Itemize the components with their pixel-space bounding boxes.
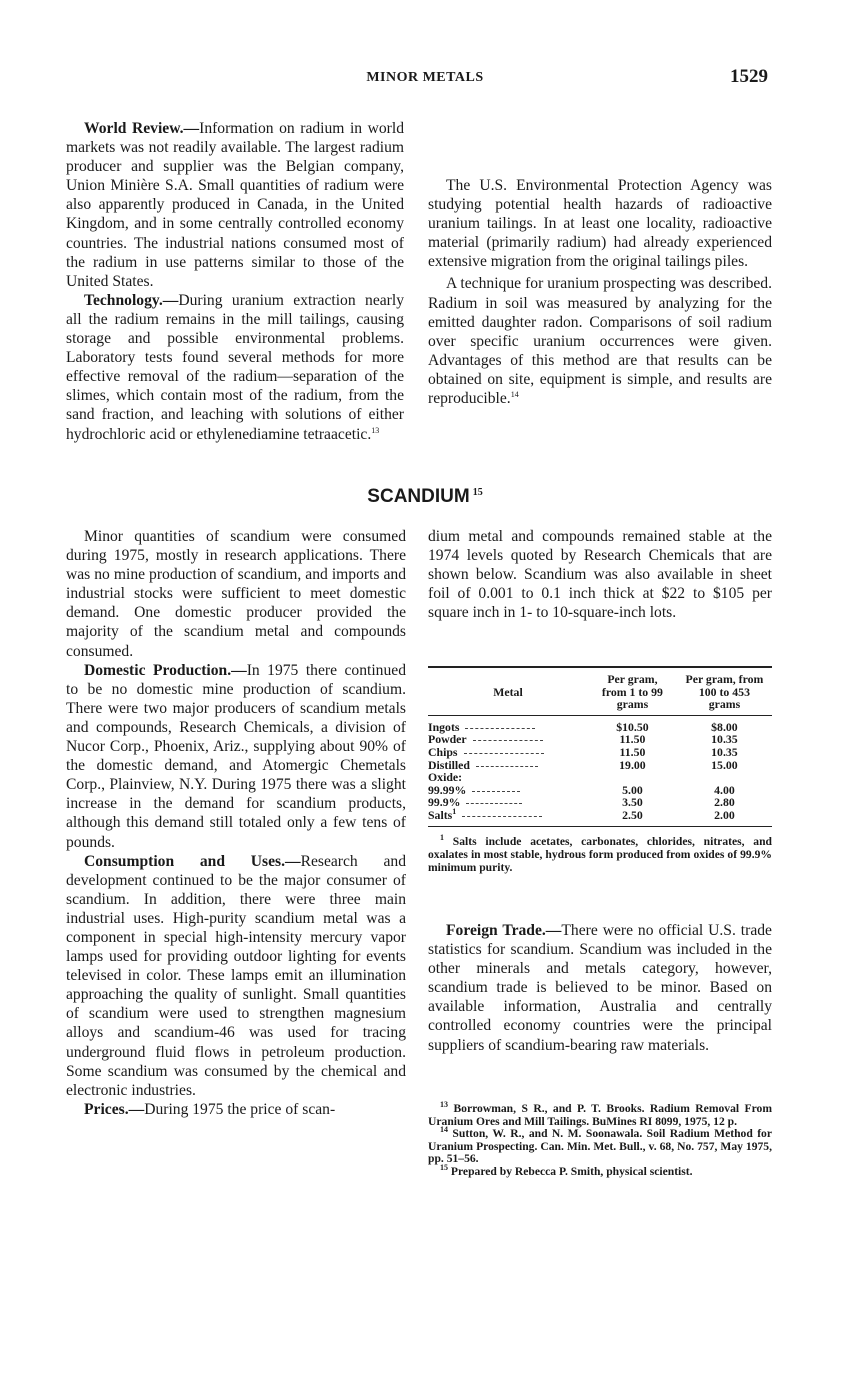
table-row [428, 809, 772, 826]
row-label: Salts$^1$ [428, 809, 588, 826]
footnote-ref-13: 13 [371, 425, 380, 435]
world-review-heading: World Review.— [84, 120, 200, 137]
scandium-price-table [428, 666, 772, 874]
technology-text: During uranium extraction nearly all the radium remains in the mill tailings, causing storage and possible environmental problems. Laboratory tests found several methods for more effective removal of the radium—separation of the slimes, which contain most of the radium, from the sand fraction, and leaching with solutions of either hydrochloric acid or ethylenediamine tetraacetic. [66, 291, 404, 443]
radium-right-column [428, 119, 772, 408]
domestic-production-text: In 1975 there continued to be no domestic mine production of scandium. There were two major producers of scandium metals and compounds, Research Chemicals, a division of Nucor Corp., Phoenix, Ariz., supplying about 90% of the domestic demand, and Atomergic Chemetals Corp., Plainview, N.Y. During 1975 there was a slight increase in the demand for scandium products, although this demand still totaled only a few tens of pounds. [66, 661, 406, 851]
row-label: Distilled [428, 759, 588, 772]
table-header-row [428, 667, 772, 715]
table-footnote-ref: 1 [440, 832, 444, 842]
scandium-intro: Minor quantities of scandium were consumed during 1975, mostly in research applications. There was no mine production of scandium, and imports and industrial stocks were sufficient to meet domestic demand. One domestic producer provided the majority of the scandium metal and compounds consumed. [66, 528, 406, 660]
row-value-large: 4.00 [714, 782, 735, 797]
table-header-metal: Metal [428, 667, 588, 715]
page-number: 1529 [730, 66, 768, 87]
prices-heading: Prices.— [84, 1100, 145, 1118]
row-label: 99.99% [428, 784, 588, 797]
row-value-large [677, 771, 772, 784]
row-value-small: 2.50 [622, 807, 643, 822]
foreign-trade-column [428, 921, 772, 1055]
row-label: Chips [428, 746, 588, 759]
running-title: MINOR METALS [366, 70, 484, 85]
row-value-large: $8.00 [711, 719, 738, 734]
row-value-small: 3.50 [622, 795, 643, 810]
row-value-small: $10.50 [616, 719, 649, 734]
row-value-small: 11.50 [619, 744, 646, 759]
footnote: $^{14}$ Sutton, W. R., and N. M. Soonawala. Soil Radium Method for Uranium Prospecting. Can. Min. Met. Bull., v. 68, No. 757, May 1975, pp. 51–56. [428, 1125, 772, 1166]
prices-text-part2: dium metal and compounds remained stable at the 1974 levels quoted by Research Chemicals that are shown below. Scandium was also available in sheet foil of 0.001 to 0.1 inch thick at $22 to $105 per square inch in 1- to 10-square-inch lots. [428, 528, 772, 622]
epa-paragraph [428, 176, 772, 271]
prices-text-part1: During 1975 the price of scan- [144, 1100, 336, 1118]
technology-paragraph [66, 291, 404, 444]
running-head [0, 66, 850, 90]
footnote: $^{13}$ Borrowman, S R., and P. T. Brooks. Radium Removal From Uranium Ores and Mill Tailings. BuMines RI 8099, 1975, 12 p. [428, 1100, 772, 1128]
consumption-heading: Consumption and Uses.— [84, 852, 301, 870]
technique-text: A technique for uranium prospecting was described. Radium in soil was measured by analyzing for the emitted daughter radon. Comparisons of soil radium over specific uranium occurrences were given. Advantages of this method are that results can be obtained on site, equipment is simple, and results are reproducible. [428, 275, 772, 408]
table-row [428, 771, 772, 784]
row-value-small: 19.00 [619, 757, 646, 772]
foreign-trade-heading: Foreign Trade.— [446, 922, 562, 939]
row-value-large: 15.00 [711, 757, 738, 772]
row-value-large: 2.80 [714, 795, 735, 810]
row-value-small: 11.50 [619, 732, 646, 747]
footnote-ref-14: 14 [510, 389, 519, 399]
technique-paragraph [428, 274, 772, 408]
row-label: Oxide: [428, 770, 463, 785]
foreign-trade-text: There were no official U.S. trade statistics for scandium. Scandium was included in the other minerals and metals category, however, scandium trade is believed to be minor. Based on available information, Australia and centrally controlled economy countries were the principal suppliers of scandium-bearing raw materials. [428, 922, 772, 1054]
domestic-production-paragraph [66, 661, 406, 852]
scandium-heading [0, 486, 850, 508]
price-table [428, 666, 772, 827]
prices-paragraph [66, 1100, 406, 1119]
radium-left-column [66, 119, 404, 444]
row-value-large: 2.00 [714, 807, 735, 822]
table-header-large-qty: Per gram, from 100 to 453 grams [677, 667, 772, 715]
scandium-left-column [66, 527, 406, 1119]
table-footnote-text: Salts include acetates, carbonates, chlorides, nitrates, and oxalates in most stable, hydrous form produced from oxides of 99.9% minimum purity. [428, 834, 772, 874]
world-review-paragraph [66, 119, 404, 291]
table-row [428, 759, 772, 772]
row-value-large: 10.35 [711, 744, 738, 759]
row-value-large: 10.35 [711, 732, 738, 747]
table-row [428, 715, 772, 733]
row-value-small [588, 771, 677, 784]
table-header-small-qty: Per gram, from 1 to 99 grams [588, 667, 677, 715]
consumption-text: Research and development continued to be the major consumer of scandium. In addition, there were three main industrial uses. High-purity scandium metal was a component in special high-intensity mercury vapor lamps used for providing outdoor lighting for events televised in color. These lamps emit an illumination approaching the quality of sunlight. Small quantities of scandium were used to strengthen magnesium alloys and scandium-46 was used for tracing underground fluid flows in petroleum production. Some scandium was consumed by the chemical and electronic industries. [66, 852, 406, 1099]
footnote: $^{15}$ Prepared by Rebecca P. Smith, physical scientist. [440, 1163, 693, 1178]
epa-text: The U.S. Environmental Protection Agency was studying potential health hazards of radioactive uranium tailings. In at least one locality, radioactive material (primarily radium) had already experienced extensive migration from the original tailings piles. [428, 177, 772, 271]
row-value-small: 5.00 [622, 782, 643, 797]
row-label: Ingots [428, 715, 588, 733]
domestic-production-heading: Domestic Production.— [84, 661, 247, 679]
foreign-trade-paragraph [428, 921, 772, 1055]
scandium-heading-text: SCANDIUM [367, 486, 470, 507]
footnotes [428, 1100, 772, 1179]
world-review-text: Information on radium in world markets was not readily available. The largest radium producer and supplier was the Belgian company, Union Minière S.A. Small quantities of radium were also apparently produced in Canada, in the United Kingdom, and in some centrally controlled economy countries. The industrial nations consumed most of the radium in use patterns similar to those of the United States. [66, 120, 404, 290]
table-row [428, 746, 772, 759]
table-footnote [428, 832, 772, 874]
consumption-paragraph [66, 852, 406, 1100]
footnote-ref-15: 15 [472, 486, 483, 498]
row-label: 99.9% [428, 796, 588, 809]
prices-continued [428, 527, 772, 622]
technology-heading: Technology.— [84, 291, 179, 309]
row-label: Powder [428, 733, 588, 746]
